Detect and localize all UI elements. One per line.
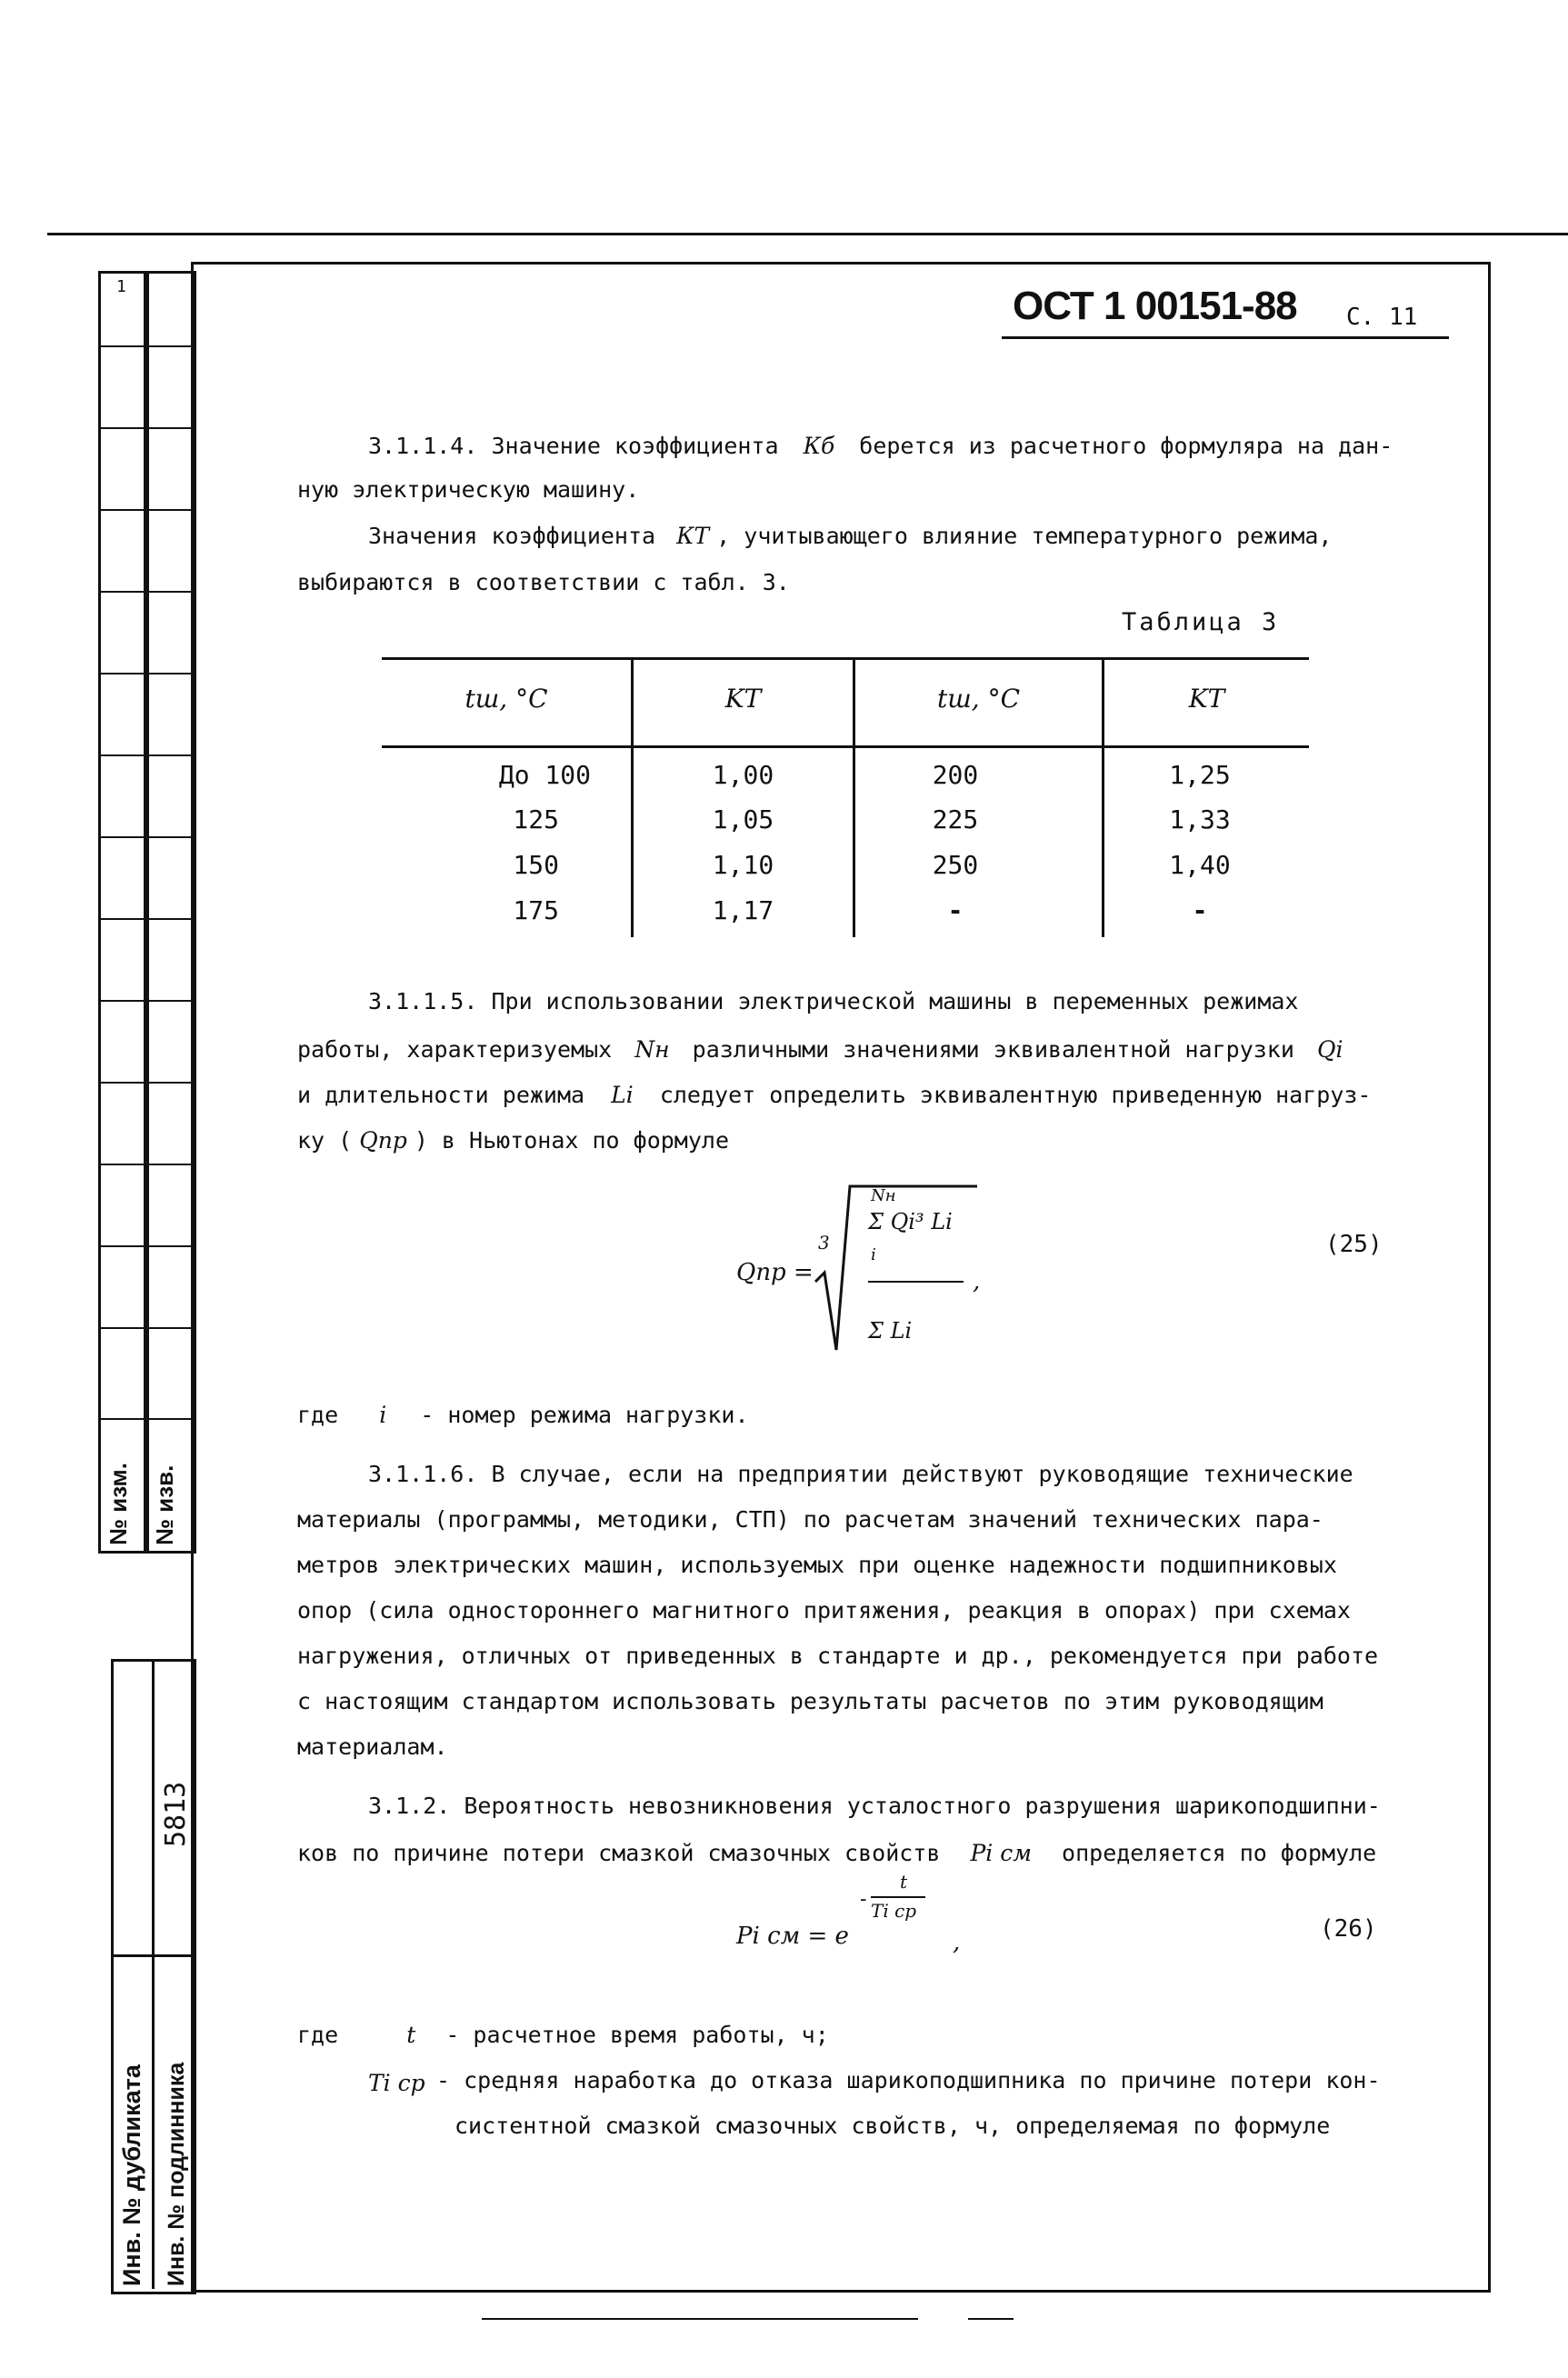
table-header-cell: KT bbox=[1188, 684, 1225, 714]
table-cell: 150 bbox=[513, 850, 559, 880]
table-cell: 1,33 bbox=[1169, 804, 1231, 834]
stamp-label-duplicate: Инв. № дубликата bbox=[118, 2064, 145, 2286]
where-i: где i - номер режима нагрузки. bbox=[297, 1402, 749, 1428]
table-cell: - bbox=[947, 895, 964, 925]
table-header-cell: tш, °С bbox=[464, 684, 548, 714]
para-3116-line6: с настоящим стандартом использовать результаты расчетов по этим руководящим bbox=[297, 1688, 1323, 1714]
para-3116-line2: материалы (программы, методики, СТП) по расчетам значений технических пара- bbox=[297, 1506, 1323, 1533]
para-312-line1: 3.1.2. Вероятность невозникновения усталостного разрушения шарикоподшипни- bbox=[368, 1793, 1381, 1819]
header-underline bbox=[1002, 336, 1449, 339]
formula-26-exp-den: Ti ср bbox=[871, 1900, 917, 1922]
stamp-grid-line bbox=[98, 345, 191, 347]
formula-25-number: (25) bbox=[1325, 1231, 1383, 1258]
stamp-column-2 bbox=[144, 271, 196, 1554]
table-top-rule bbox=[382, 657, 1309, 660]
stamp-grid-line bbox=[98, 509, 191, 511]
para-3116-line1: 3.1.1.6. В случае, если на предприятии действуют руководящие технические bbox=[368, 1461, 1353, 1487]
stamp-label-change-no: № изм. bbox=[105, 1463, 132, 1545]
stamp-grid-line bbox=[98, 1082, 191, 1084]
page-number: С. 11 bbox=[1346, 304, 1418, 331]
table-cell: 1,40 bbox=[1169, 850, 1231, 880]
table-caption: Таблица 3 bbox=[1122, 608, 1280, 636]
table-cell: 125 bbox=[513, 804, 559, 834]
where-T-line1: - средняя наработка до отказа шарикоподшипника по причине потери кон- bbox=[436, 2067, 1381, 2093]
formula-26-number: (26) bbox=[1320, 1915, 1377, 1943]
stamp-divider bbox=[152, 1659, 155, 2289]
table-cell: 225 bbox=[932, 804, 979, 834]
para-3114-line3: Значения коэффициента КT , учитывающего влияние температурного режима, bbox=[368, 523, 1333, 549]
stamp-grid-line bbox=[98, 918, 191, 920]
table-cell: 1,05 bbox=[712, 804, 774, 834]
stamp-column-1 bbox=[98, 271, 149, 1554]
stamp-grid-line bbox=[98, 591, 191, 593]
sym-li: Li bbox=[611, 1082, 634, 1108]
stamp-grid-line bbox=[98, 1327, 191, 1329]
bottom-rule bbox=[482, 2318, 918, 2320]
formula-25-denominator: Σ Li bbox=[868, 1318, 913, 1344]
table-header-cell: tш, °С bbox=[937, 684, 1020, 714]
formula-26-lhs: Pi см = e bbox=[736, 1923, 849, 1950]
frame-top-line bbox=[47, 233, 1568, 235]
stamp-label-original: Инв. № подлинника bbox=[164, 2062, 189, 2286]
para-3116-line5: нагружения, отличных от приведенных в стандарте и др., рекомендуется при работе bbox=[297, 1643, 1379, 1669]
para-3116-line3: метров электрических машин, используемых при оценке надежности подшипниковых bbox=[297, 1552, 1337, 1578]
formula-25-root-index: 3 bbox=[818, 1232, 830, 1254]
formula-25-sum-bottom: i bbox=[871, 1245, 876, 1264]
sym-qi: Qi bbox=[1316, 1036, 1343, 1063]
table-cell: 175 bbox=[513, 895, 559, 925]
coef-kt-symbol: КT bbox=[676, 523, 710, 549]
stamp-number: 5813 bbox=[160, 1781, 192, 1847]
para-3116-line7: материалам. bbox=[297, 1734, 448, 1760]
stamp-grid-line bbox=[98, 673, 191, 674]
standard-designation: ОСТ 1 00151-88 bbox=[1013, 284, 1297, 328]
formula-25-sum-top: Nн bbox=[871, 1186, 896, 1205]
sym-qpr: Qпр bbox=[359, 1127, 407, 1154]
table-cell: - bbox=[1192, 895, 1208, 925]
para-3115-line4: ку ( Qпр ) в Ньютонах по формуле bbox=[297, 1127, 730, 1154]
para-3114-line1: 3.1.1.4. Значение коэффициента Кб берется из расчетного формуляра на дан- bbox=[368, 433, 1393, 459]
table-cell: 1,00 bbox=[712, 760, 774, 790]
sym-pism: Pi см bbox=[970, 1840, 1032, 1866]
stamp-grid-line bbox=[98, 427, 191, 429]
stamp-grid-line bbox=[98, 836, 191, 838]
table-cell: До 100 bbox=[498, 760, 591, 790]
para-3114-line4: выбираются в соответствии с табл. 3. bbox=[297, 569, 790, 595]
formula-26-minus: - bbox=[860, 1888, 867, 1911]
table-cell: 1,10 bbox=[712, 850, 774, 880]
table-cell: 200 bbox=[932, 760, 979, 790]
stamp-divider bbox=[111, 1954, 191, 1957]
para-3116-line4: опор (сила одностороннего магнитного притяжения, реакция в опорах) при схемах bbox=[297, 1597, 1351, 1624]
stamp-grid-line bbox=[98, 1418, 191, 1420]
table-header-cell: KT bbox=[724, 684, 762, 714]
formula-26-comma: , bbox=[953, 1929, 961, 1956]
table-cell: 250 bbox=[932, 850, 979, 880]
stamp-grid-line bbox=[98, 1164, 191, 1165]
formula-25-comma: , bbox=[973, 1268, 981, 1295]
para-3115-line3: и длительности режима Li следует определить эквивалентную приведенную нагруз- bbox=[297, 1082, 1372, 1108]
table-cell: 1,25 bbox=[1169, 760, 1231, 790]
stamp-grid-line bbox=[98, 1000, 191, 1002]
stamp-corner-mark: 1 bbox=[116, 277, 126, 296]
formula-26-exp-bar bbox=[871, 1896, 925, 1898]
where-t: где t - расчетное время работы, ч; bbox=[297, 2022, 829, 2048]
formula-25-lhs: Qпр = bbox=[736, 1259, 814, 1286]
stamp-grid-line bbox=[98, 754, 191, 756]
stamp-grid-line bbox=[98, 1245, 191, 1247]
stamp-label-notice-no: № изв. bbox=[151, 1464, 178, 1545]
where-T-line2: систентной смазкой смазочных свойств, ч, определяемая по формуле bbox=[454, 2113, 1331, 2139]
para-3115-line2: работы, характеризуемых Nн различными значениями эквивалентной нагрузки Qi bbox=[297, 1036, 1343, 1063]
table-header-rule bbox=[382, 745, 1309, 748]
formula-26-exp-num: t bbox=[900, 1871, 908, 1893]
where-T-symbol: Ti ср bbox=[368, 2070, 425, 2096]
bottom-rule bbox=[968, 2318, 1014, 2320]
table-cell: 1,17 bbox=[712, 895, 774, 925]
formula-25-numerator: Σ Qi³ Li bbox=[868, 1209, 953, 1234]
sym-nh: Nн bbox=[634, 1036, 670, 1063]
para-3115-line1: 3.1.1.5. При использовании электрической машины в переменных режимах bbox=[368, 988, 1299, 1014]
para-312-line2: ков по причине потери смазкой смазочных свойств Pi см определяется по формуле bbox=[297, 1840, 1377, 1866]
para-3114-line2: ную электрическую машину. bbox=[297, 476, 640, 503]
coef-kb-symbol: Кб bbox=[803, 433, 835, 459]
